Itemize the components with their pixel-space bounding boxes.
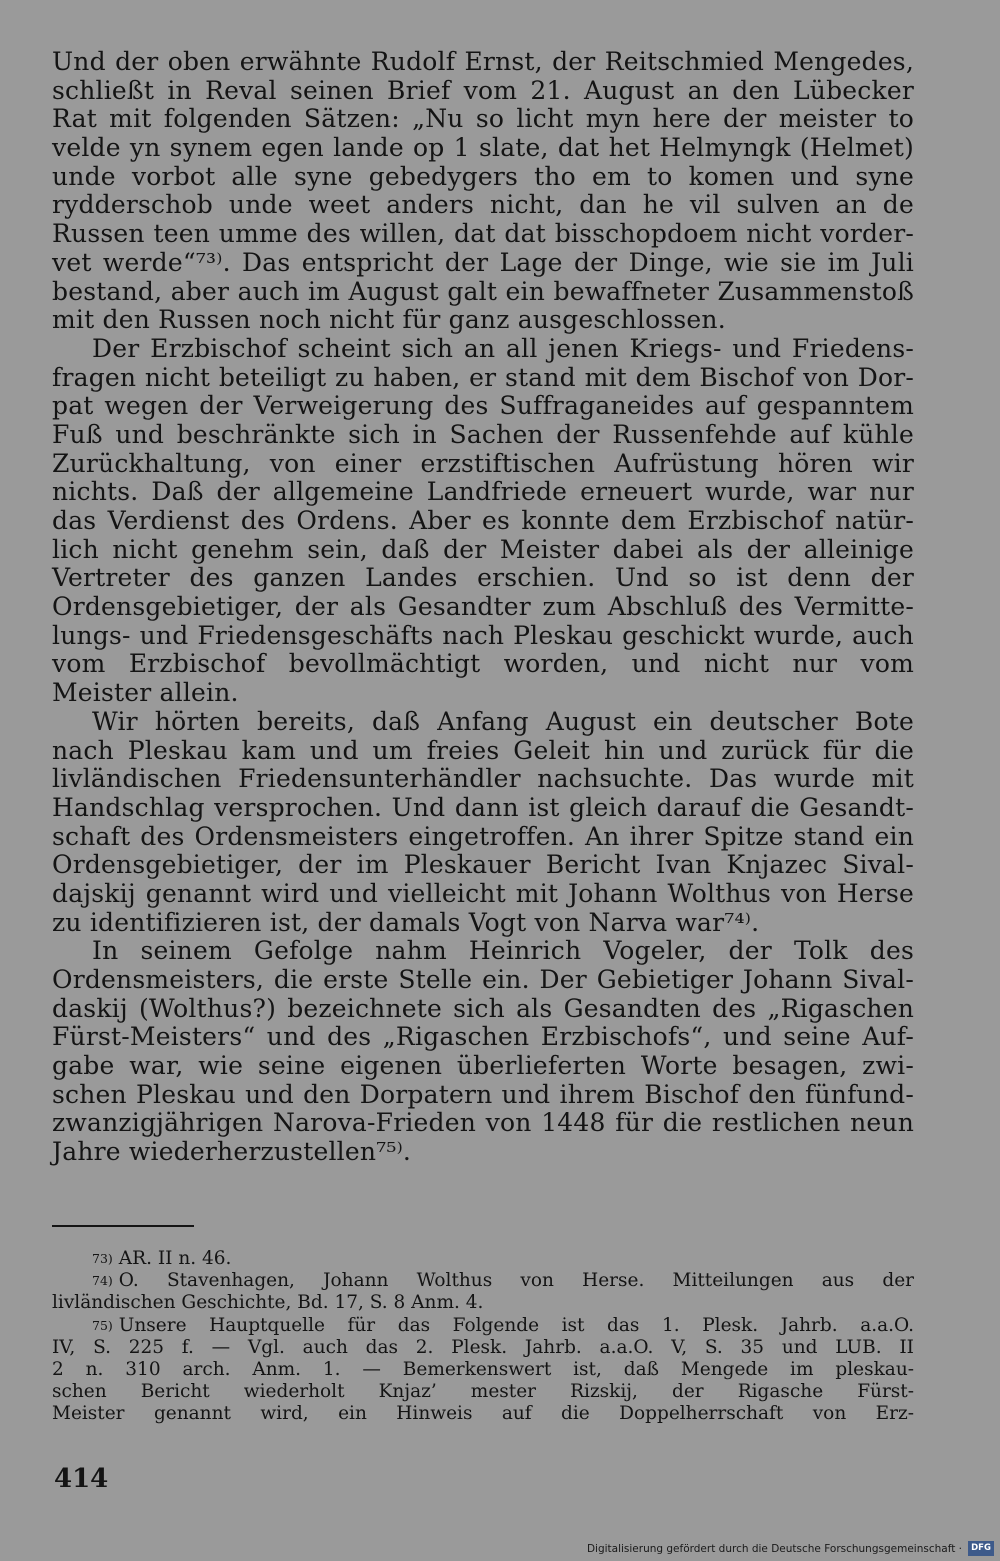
text-line: zwanzigjährigen Narova-Frieden von 1448 für die restlichen neun	[52, 1108, 914, 1138]
dfg-logo: DFG	[968, 1541, 994, 1556]
text-line: nach Pleskau kam und um freies Geleit hin und zurück für die	[52, 735, 914, 765]
footnotes	[52, 1248, 914, 1426]
text-line: fragen nicht beteiligt zu haben, er stand mit dem Bischof von Dor-	[52, 362, 914, 392]
footnote-line: Meister genannt wird, ein Hinweis auf die Doppelherrschaft von Erz-	[52, 1403, 914, 1425]
text-line: unde vorbot alle syne gebedygers tho em to komen und syne	[52, 161, 914, 191]
footnote-75	[52, 1315, 914, 1337]
text-line: gabe war, wie seine eigenen überlieferten Worte besagen, zwi-	[52, 1051, 914, 1081]
paragraph-start-line: Der Erzbischof scheint sich an all jenen Kriegs- und Friedens-	[92, 333, 914, 363]
text-line: Vertreter des ganzen Landes erschien. Und so ist denn der	[52, 563, 914, 593]
text-line: dajskij genannt wird und vielleicht mit Johann Wolthus von Herse	[52, 878, 914, 908]
footnote-line: schen Bericht wiederholt Knjaz’ mester Rizskij, der Rigasche Fürst-	[52, 1381, 914, 1403]
footnote-separator	[52, 1225, 194, 1227]
text-line: zu identifizieren ist, der damals Vogt von Narva war⁷⁴⁾.	[52, 907, 760, 937]
footnote-text: O. Stavenhagen, Johann Wolthus von Herse. Mitteilungen aus der	[118, 1270, 914, 1292]
text-line: Und der oben erwähnte Rudolf Ernst, der Reitschmied Mengedes,	[52, 47, 914, 76]
page-number: 414	[54, 1464, 109, 1494]
footnote-marker: 73)	[92, 1251, 113, 1266]
digitization-credit: Digitalisierung gefördert durch die Deutsche Forschungsgemeinschaft ·	[586, 1543, 962, 1555]
footnote-73	[52, 1248, 914, 1270]
footnote-line: IV, S. 225 f. — Vgl. auch das 2. Plesk. Jahrb. a.a.O. V, S. 35 und LUB. II	[52, 1336, 914, 1358]
text-line: lungs- und Friedensgeschäfts nach Pleskau geschickt wurde, auch	[52, 620, 914, 650]
text-line: Ordensgebietiger, der im Pleskauer Bericht Ivan Knjazec Sival-	[52, 850, 914, 880]
footnote-text: AR. II n. 46.	[118, 1248, 232, 1269]
footnote-text: Unsere Hauptquelle für das Folgende ist das 1. Plesk. Jahrb. a.a.O.	[118, 1314, 914, 1336]
text-line: Zurückhaltung, von einer erzstiftischen Aufrüstung hören wir	[52, 448, 914, 478]
footnote-74	[52, 1270, 914, 1292]
footnote-marker: 74)	[92, 1273, 113, 1289]
text-line: Jahre wiederherzustellen⁷⁵⁾.	[52, 1137, 412, 1167]
footnote-line: 2 n. 310 arch. Anm. 1. — Bemerkenswert ist, daß Mengede im pleskau-	[52, 1358, 914, 1380]
text-line: schließt in Reval seinen Brief vom 21. August an den Lübecker	[52, 75, 914, 105]
text-line: Fürst-Meisters“ und des „Rigaschen Erzbischofs“, und seine Auf-	[52, 1022, 914, 1052]
text-line: bestand, aber auch im August galt ein bewaffneter Zusammenstoß	[52, 276, 914, 306]
text-line: Rat mit folgenden Sätzen: „Nu so licht myn here der meister to	[52, 104, 914, 134]
text-line: Russen teen umme des willen, dat dat bisschopdoem nicht vorder-	[52, 219, 914, 249]
footnote-line: livländischen Geschichte, Bd. 17, S. 8 Anm. 4.	[52, 1292, 484, 1314]
text-line: rydderschob unde weet anders nicht, dan he vil sulven an de	[52, 190, 914, 220]
footnote-marker: 75)	[92, 1317, 113, 1333]
paragraph-start-line: Wir hörten bereits, daß Anfang August ein deutscher Bote	[92, 706, 914, 736]
main-text	[52, 48, 914, 1167]
text-line: pat wegen der Verweigerung des Suffraganeides auf gespanntem	[52, 391, 914, 421]
paragraph-start-line: In seinem Gefolge nahm Heinrich Vogeler, der Tolk des	[92, 936, 914, 966]
text-line: Ordensgebietiger, der als Gesandter zum Abschluß des Vermitte-	[52, 592, 914, 622]
text-line: daskij (Wolthus?) bezeichnete sich als Gesandten des „Rigaschen	[52, 993, 914, 1023]
text-line: Ordensmeisters, die erste Stelle ein. Der Gebietiger Johann Sival-	[52, 965, 914, 994]
text-line: Fuß und beschränkte sich in Sachen der Russenfehde auf kühle	[52, 419, 914, 449]
text-line: mit den Russen noch nicht für ganz ausgeschlossen.	[52, 305, 726, 335]
text-line: Handschlag versprochen. Und dann ist gleich darauf die Gesandt-	[52, 792, 914, 822]
text-line: vet werde“⁷³⁾. Das entspricht der Lage der Dinge, wie sie im Juli	[52, 247, 914, 277]
text-line: nichts. Daß der allgemeine Landfriede erneuert wurde, war nur	[52, 477, 914, 507]
text-line: vom Erzbischof bevollmächtigt worden, und nicht nur vom	[52, 649, 914, 679]
text-line: Meister allein.	[52, 678, 239, 708]
text-line: lich nicht genehm sein, daß der Meister dabei als der alleinige	[52, 534, 914, 564]
text-line: velde yn synem egen lande op 1 slate, dat het Helmyngk (Helmet)	[52, 133, 914, 163]
text-line: das Verdienst des Ordens. Aber es konnte dem Erzbischof natür-	[52, 506, 914, 535]
text-line: schaft des Ordensmeisters eingetroffen. An ihrer Spitze stand ein	[52, 821, 914, 851]
text-line: livländischen Friedensunterhändler nachsuchte. Das wurde mit	[52, 764, 914, 794]
text-line: schen Pleskau und den Dorpatern und ihrem Bischof den fünfund-	[52, 1079, 914, 1109]
